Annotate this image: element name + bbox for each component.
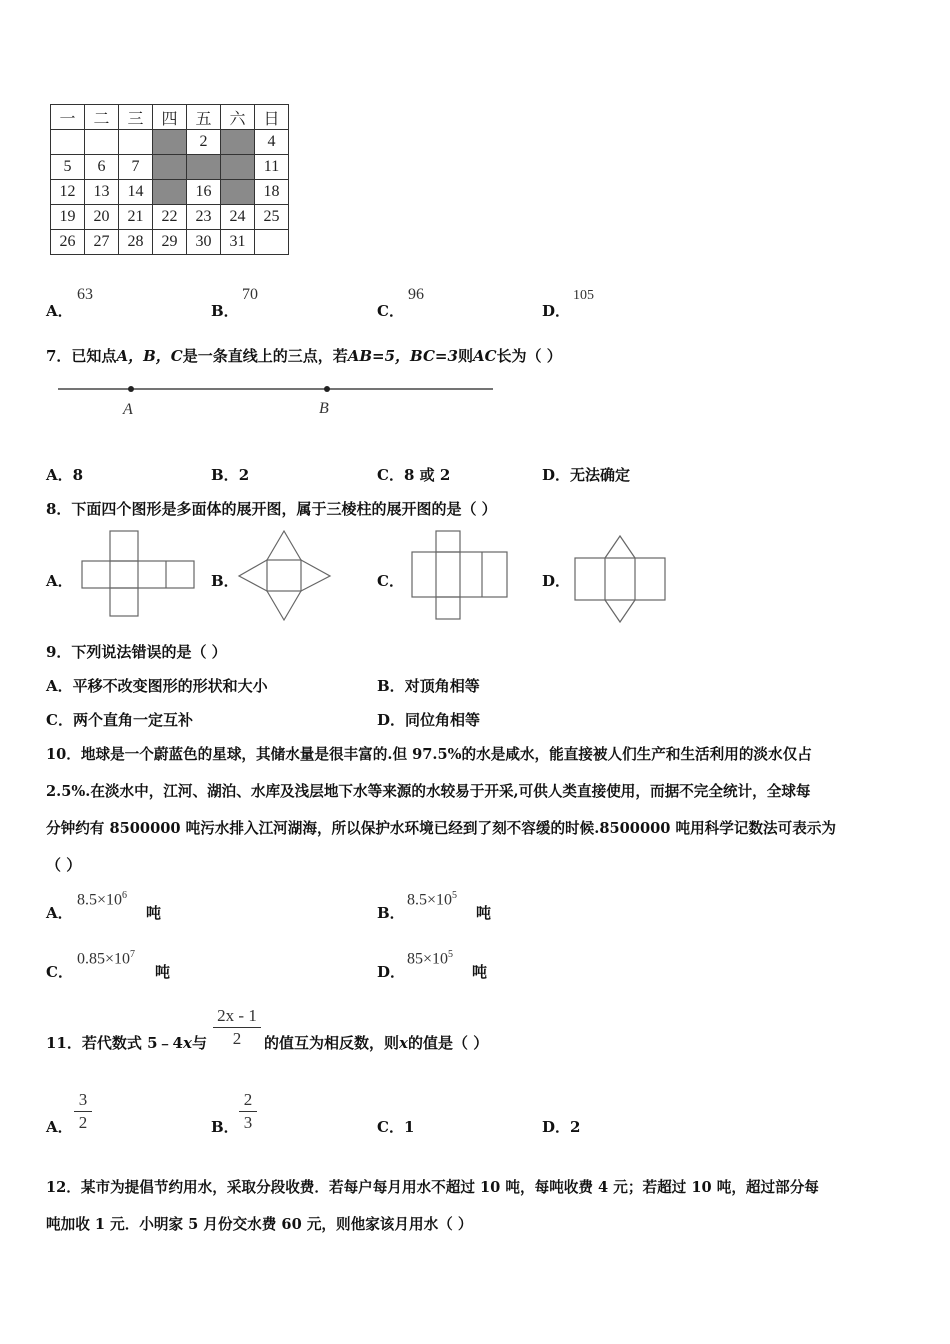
calendar-cell: 18	[255, 180, 289, 205]
calendar-cell: 23	[187, 205, 221, 230]
q11-fraction-denominator: 2	[232, 1029, 242, 1048]
calendar-cell-shaded	[153, 155, 187, 180]
q7-option-c-label: C．	[377, 466, 404, 484]
calendar-cell: 19	[51, 205, 85, 230]
q10-option-c-base: ×10	[105, 950, 131, 968]
calendar-cell	[255, 230, 289, 255]
q9-option-c-value: 两个直角一定互补	[72, 711, 193, 729]
q11-stem-with: 与	[191, 1034, 207, 1052]
calendar-row	[51, 155, 289, 180]
calendar-cell-shaded	[221, 155, 255, 180]
q11-stem-fraction	[213, 1006, 261, 1049]
q11-option-a-label: A．	[46, 1118, 73, 1136]
calendar-cell	[119, 130, 153, 155]
q9-option-b-label: B．	[377, 677, 405, 695]
q10-option-a-value	[77, 890, 127, 909]
calendar-cell: 26	[51, 230, 85, 255]
q11-option-c-value: 1	[403, 1118, 415, 1136]
q7-option-c	[377, 464, 450, 485]
calendar-header-cell: 三	[119, 105, 153, 130]
q7-option-d	[542, 464, 630, 485]
q8-option-c-label: C．	[377, 572, 404, 590]
q10-option-d-label: D．	[377, 963, 406, 981]
calendar-header-cell: 一	[51, 105, 85, 130]
calendar-cell: 16	[187, 180, 221, 205]
calendar-cell: 20	[85, 205, 119, 230]
calendar-cell-shaded	[153, 130, 187, 155]
q10-option-a-mantissa: 8.5	[77, 891, 97, 909]
q7-stem-ab: AB=5，BC=3	[347, 347, 458, 365]
calendar-row	[51, 180, 289, 205]
q8-option-d-label: D．	[542, 572, 571, 590]
calendar-cell-shaded	[187, 155, 221, 180]
q7-stem-points: A，B，C	[116, 347, 183, 365]
q7-option-b-label: B．	[211, 466, 239, 484]
q11-option-a-fraction	[74, 1090, 92, 1133]
q8-option-a-label: A．	[46, 572, 73, 590]
q10-option-d-unit: 吨	[472, 963, 488, 981]
q8-net-c	[407, 528, 512, 624]
q10-option-b-value	[407, 890, 457, 909]
q9-option-b-value: 对顶角相等	[404, 677, 480, 695]
calendar-cell-shaded	[153, 180, 187, 205]
q6-option-a-value: 63	[77, 286, 93, 303]
q10-option-d-mantissa: 85	[407, 950, 423, 968]
calendar-cell: 11	[255, 155, 289, 180]
q10-option-a-exp: 6	[122, 890, 128, 901]
calendar-cell: 27	[85, 230, 119, 255]
q9-option-d-value: 同位角相等	[405, 711, 481, 729]
q10-option-c-value	[77, 949, 135, 968]
q7-stem-suffix: 长为（ ）	[496, 347, 562, 365]
calendar-cell: 30	[187, 230, 221, 255]
q11-option-a-numerator: 3	[78, 1090, 88, 1109]
q10-option-c-exp: 7	[130, 949, 136, 960]
q10-option-c-mantissa: 0.85	[77, 950, 105, 968]
q11-stem-suffix-b: 的值是（ ）	[407, 1034, 489, 1052]
calendar-cell: 7	[119, 155, 153, 180]
q7-point-a-label: A	[123, 401, 133, 418]
q11-stem-left	[46, 1032, 207, 1053]
q10-line-3: 分钟约有 8500000 吨污水排入江河湖海，所以保护水环境已经到了刻不容缓的时候.8500000 吨用科学记数法可表示为	[46, 820, 837, 837]
q10-option-b-base: ×10	[427, 891, 453, 909]
calendar-row	[51, 130, 289, 155]
q7-option-a-label: A．	[46, 466, 73, 484]
q10-option-b-mantissa: 8.5	[407, 891, 427, 909]
calendar-cell: 25	[255, 205, 289, 230]
calendar-header-cell: 六	[221, 105, 255, 130]
calendar-cell: 14	[119, 180, 153, 205]
q11-stem-suffix-a: 的值互为相反数，则	[264, 1034, 400, 1052]
q11-stem-prefix: 11．若代数式 5﹣4	[46, 1034, 183, 1052]
q10-option-d-value	[407, 949, 453, 968]
q10-line-1: 10．地球是一个蔚蓝色的星球，其储水量是很丰富的.但 97.5%的水是咸水，能直接被人们生产和生活利用的淡水仅占	[46, 746, 812, 763]
q6-option-c-value: 96	[408, 286, 424, 303]
q9-option-a	[46, 675, 268, 696]
q7-option-a	[46, 464, 83, 485]
q11-option-d-label: D．	[542, 1118, 571, 1136]
calendar-cell: 24	[221, 205, 255, 230]
q7-stem-prefix: 7．已知点	[46, 347, 117, 365]
q11-stem-x: x	[182, 1034, 192, 1052]
q6-option-b-label: B．	[211, 302, 239, 320]
q9-option-c-label: C．	[46, 711, 73, 729]
q11-stem-right	[264, 1032, 488, 1053]
calendar-cell: 31	[221, 230, 255, 255]
q8-option-b-label: B．	[211, 572, 239, 590]
q11-option-b-denominator: 3	[243, 1113, 253, 1132]
q7-stem-mid: 是一条直线上的三点，若	[182, 347, 348, 365]
calendar-cell-shaded	[221, 180, 255, 205]
q11-fraction-numerator: 2x - 1	[217, 1006, 257, 1025]
calendar-row	[51, 230, 289, 255]
q9-stem: 9．下列说法错误的是（ ）	[46, 643, 227, 661]
calendar-cell	[51, 130, 85, 155]
calendar-cell	[85, 130, 119, 155]
q9-option-a-label: A．	[46, 677, 73, 695]
q10-option-a-unit: 吨	[146, 904, 162, 922]
q10-line-2: 2.5%.在淡水中，江河、湖泊、水库及浅层地下水等来源的水较易于开采,可供人类直接使用，而据不完全统计，全球每	[46, 783, 811, 800]
calendar-cell: 2	[187, 130, 221, 155]
calendar-cell: 6	[85, 155, 119, 180]
q7-option-c-value: 8 或 2	[403, 466, 451, 484]
q9-option-b	[377, 675, 480, 696]
q10-option-b-exp: 5	[452, 890, 458, 901]
q7-point-a-dot	[128, 386, 134, 392]
calendar-cell: 29	[153, 230, 187, 255]
calendar-cell: 28	[119, 230, 153, 255]
q11-option-a-bar	[74, 1111, 92, 1112]
q9-option-d-label: D．	[377, 711, 406, 729]
q7-stem	[46, 345, 562, 366]
q7-option-a-value: 8	[72, 466, 84, 484]
q10-option-d-base: ×10	[423, 950, 449, 968]
q11-option-b-label: B．	[211, 1118, 239, 1136]
q11-option-a-denominator: 2	[78, 1113, 88, 1132]
q12-line-2: 吨加收 1 元．小明家 5 月份交水费 60 元，则他家该月用水（ ）	[46, 1216, 473, 1233]
q7-option-d-value: 无法确定	[570, 466, 631, 484]
q11-option-b-bar	[239, 1111, 257, 1112]
q9-option-a-value: 平移不改变图形的形状和大小	[72, 677, 268, 695]
q6-option-d-value: 105	[573, 288, 594, 303]
q8-net-b	[236, 528, 334, 624]
calendar-cell: 12	[51, 180, 85, 205]
q8-net-a	[75, 528, 200, 620]
q7-stem-then: 则	[457, 347, 473, 365]
calendar-header-cell: 四	[153, 105, 187, 130]
q6-option-b-value: 70	[242, 286, 258, 303]
q7-point-b-label: B	[319, 400, 329, 417]
q9-option-c	[46, 709, 193, 730]
calendar-cell: 21	[119, 205, 153, 230]
calendar-cell: 13	[85, 180, 119, 205]
q10-line-4: （ ）	[46, 856, 82, 874]
calendar-header-row	[51, 105, 289, 130]
q6-option-c-label: C．	[377, 302, 404, 320]
q7-point-b-dot	[324, 386, 330, 392]
q10-option-a-base: ×10	[97, 891, 123, 909]
calendar-cell: 5	[51, 155, 85, 180]
q11-option-d	[542, 1116, 580, 1137]
q10-option-c-unit: 吨	[155, 963, 171, 981]
q11-stem-x-2: x	[399, 1034, 408, 1052]
calendar-cell: 22	[153, 205, 187, 230]
q11-fraction-bar	[213, 1027, 261, 1028]
q6-option-a-label: A．	[46, 302, 73, 320]
calendar-header-cell: 二	[85, 105, 119, 130]
calendar-header-cell: 五	[187, 105, 221, 130]
q11-option-c-label: C．	[377, 1118, 404, 1136]
q7-line-figure	[50, 378, 500, 423]
calendar-header-cell: 日	[255, 105, 289, 130]
q7-option-d-label: D．	[542, 466, 571, 484]
q12-line-1: 12．某市为提倡节约用水，采取分段收费．若每户每月用水不超过 10 吨，每吨收费 4 元；若超过 10 吨，超过部分每	[46, 1179, 819, 1196]
q10-option-b-unit: 吨	[476, 904, 492, 922]
calendar-table	[50, 104, 289, 255]
q10-option-a-label: A．	[46, 904, 73, 922]
q9-option-d	[377, 709, 480, 730]
q10-option-b-label: B．	[377, 904, 405, 922]
q7-option-b	[211, 464, 249, 485]
calendar-row	[51, 205, 289, 230]
q6-option-d-label: D．	[542, 302, 571, 320]
q8-net-d	[570, 530, 670, 626]
q10-option-d-exp: 5	[448, 949, 454, 960]
q7-option-b-value: 2	[238, 466, 250, 484]
q10-option-c-label: C．	[46, 963, 73, 981]
q11-option-d-value: 2	[570, 1118, 581, 1136]
calendar-cell-shaded	[221, 130, 255, 155]
q11-option-b-fraction	[239, 1090, 257, 1133]
calendar-cell: 4	[255, 130, 289, 155]
q8-stem: 8．下面四个图形是多面体的展开图，属于三棱柱的展开图的是（ ）	[46, 500, 497, 518]
q11-option-b-numerator: 2	[243, 1090, 253, 1109]
q7-stem-ac: AC	[472, 347, 497, 365]
q11-option-c	[377, 1116, 414, 1137]
